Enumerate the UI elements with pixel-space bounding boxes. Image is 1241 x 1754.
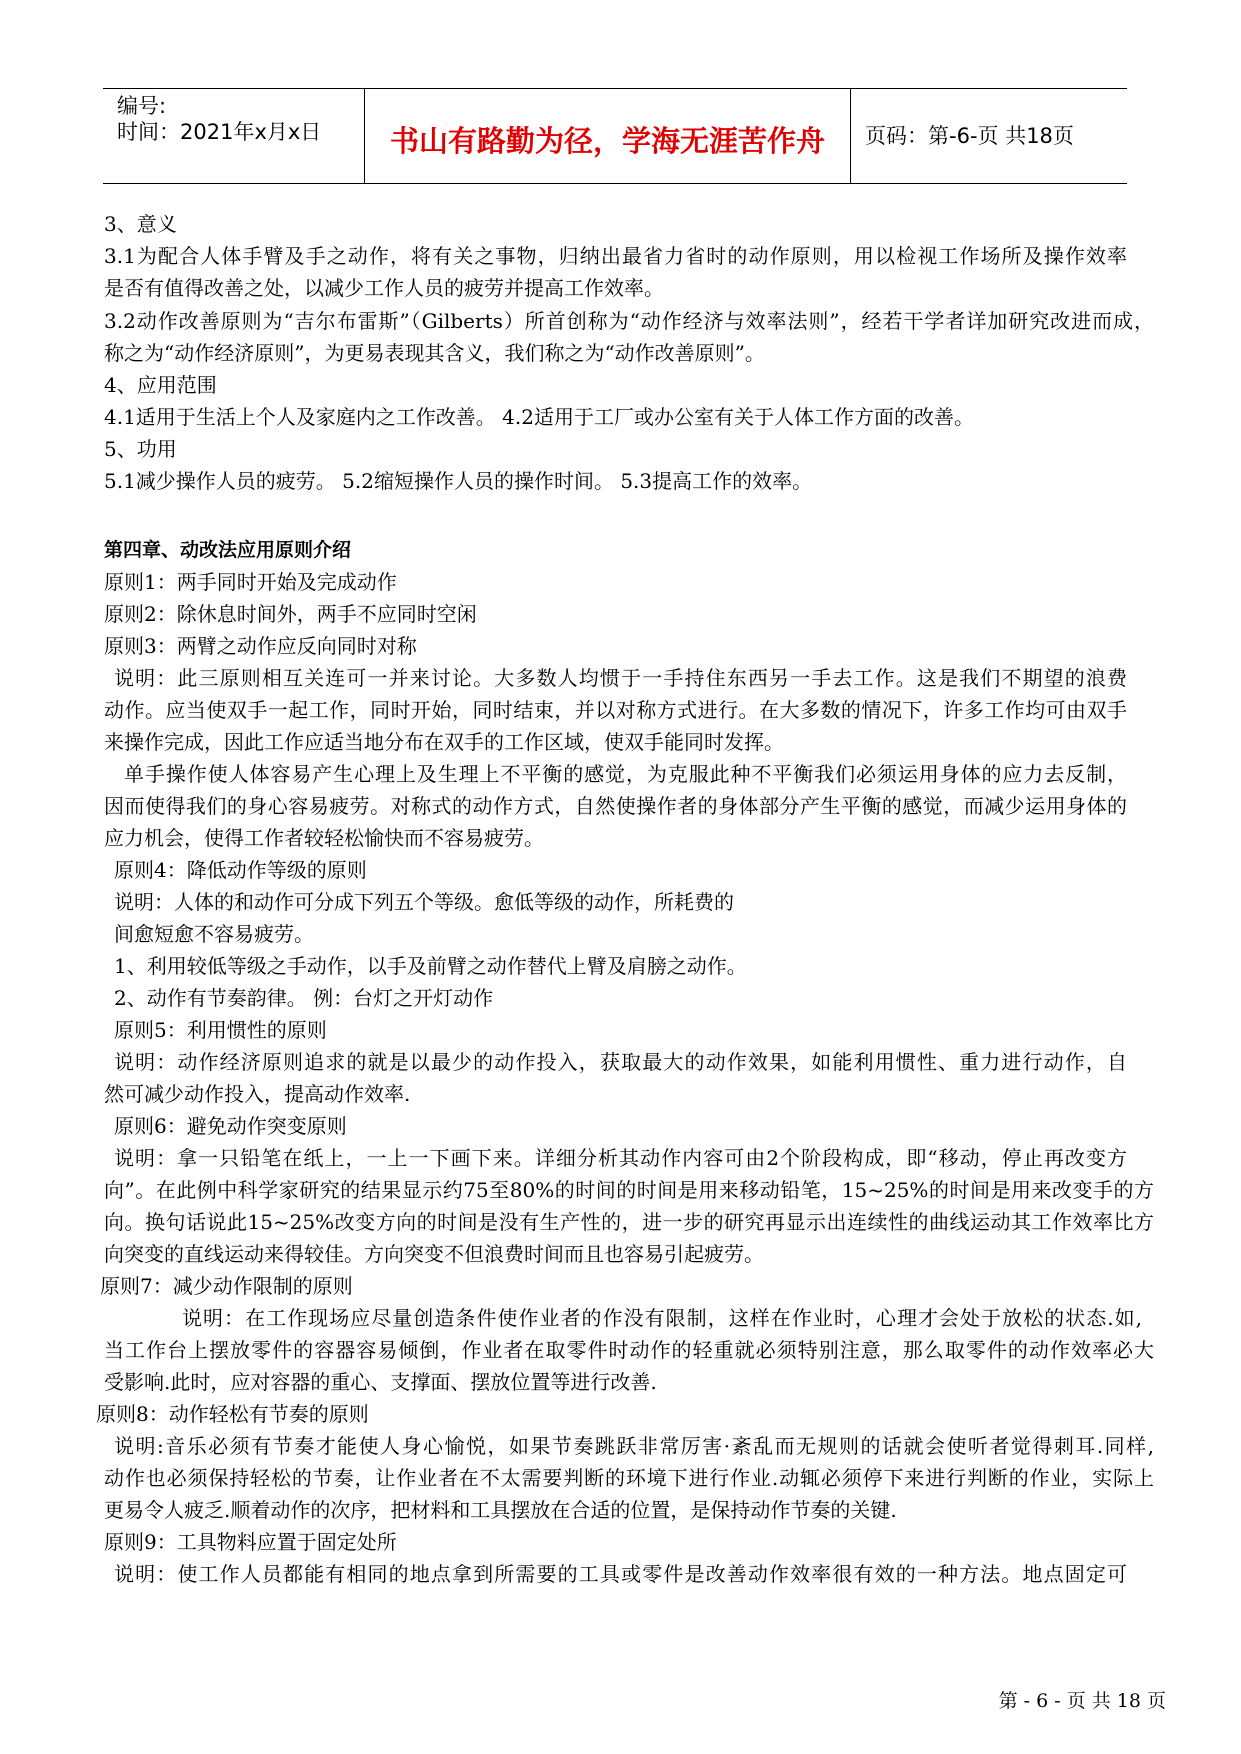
- header-info-cell: [103, 89, 365, 183]
- section-heading: 5、功用: [104, 437, 177, 461]
- paragraph-line: 3.2动作改善原则为“吉尔布雷斯”（Gilberts）所首创称为“动作经济与效率法则”，经若干学者详加研究改进而成，: [104, 309, 1154, 333]
- paragraph-line: 说明：人体的和动作可分成下列五个等级。愈低等级的动作，所耗费的: [114, 890, 734, 914]
- paragraph-line: 间愈短愈不容易疲劳。: [114, 922, 314, 946]
- header-motto-cell: [365, 89, 851, 183]
- paragraph-line: 因而使得我们的身心容易疲劳。对称式的动作方式，自然使操作者的身体部分产生平衡的感觉，而减少运用身体的: [104, 794, 1127, 818]
- paragraph-line: 说明：在工作现场应尽量创造条件使作业者的作没有限制，这样在作业时，心理才会处于放松的状态.如,: [182, 1306, 1142, 1330]
- paragraph-line: 向”。在此例中科学家研究的结果显示约75至80%的时间的时间是用来移动铅笔，15~25%的时间是用来改变手的方: [104, 1178, 1154, 1202]
- principle-title: 原则5：利用惯性的原则: [114, 1018, 327, 1042]
- header-page-cell: [851, 89, 1127, 183]
- paragraph-line: 5.1减少操作人员的疲劳。 5.2缩短操作人员的操作时间。 5.3提高工作的效率。: [104, 469, 813, 493]
- paragraph-line: 说明：拿一只铅笔在纸上，一上一下画下来。详细分析其动作内容可由2个阶段构成，即“移动，停止再改变方: [114, 1146, 1127, 1170]
- principle-title: 原则2：除休息时间外，两手不应同时空闲: [104, 602, 477, 626]
- paragraph-line: 受影响.此时，应对容器的重心、支撑面、摆放位置等进行改善.: [104, 1370, 657, 1394]
- principle-title: 原则4：降低动作等级的原则: [114, 858, 367, 882]
- paragraph-line: 3.1为配合人体手臂及手之动作，将有关之事物，归纳出最省力省时的动作原则，用以检视工作场所及操作效率: [104, 244, 1127, 268]
- principle-title: 原则3：两臂之动作应反向同时对称: [104, 634, 417, 658]
- paragraph-line: 说明:音乐必须有节奏才能使人身心愉悦，如果节奏跳跃非常厉害·紊乱而无规则的话就会使听者觉得刺耳.同样,: [114, 1434, 1154, 1458]
- paragraph-line: 动作。应当使双手一起工作，同时开始，同时结束，并以对称方式进行。在大多数的情况下，许多工作均可由双手: [104, 698, 1127, 722]
- paragraph-line: 向。换句话说此15~25%改变方向的时间是没有生产性的，进一步的研究再显示出连续性的曲线运动其工作效率比方: [104, 1210, 1154, 1234]
- paragraph-line: 单手操作使人体容易产生心理上及生理上不平衡的感觉，为克服此种不平衡我们必须运用身体的应力去反制，: [124, 762, 1127, 786]
- page-footer: 第 - 6 - 页 共 18 页: [998, 1690, 1166, 1712]
- chapter-title: 第四章、动改法应用原则介绍: [104, 539, 352, 561]
- page-label: 页码：第-6-页 共18页: [865, 124, 1074, 148]
- section-heading: 4、应用范围: [104, 373, 217, 397]
- principle-title: 原则7：减少动作限制的原则: [100, 1274, 353, 1298]
- list-item: 1、利用较低等级之手动作，以手及前臂之动作替代上臂及肩膀之动作。: [114, 954, 747, 978]
- time-label: 时间：2021年x月x日: [117, 120, 322, 144]
- motto-text: 书山有路勤为径，学海无涯苦作舟: [389, 124, 825, 158]
- paragraph-line: 更易令人疲乏.顺着动作的次序，把材料和工具摆放在合适的位置，是保持动作节奏的关键.: [104, 1498, 897, 1522]
- paragraph-line: 当工作台上摆放零件的容器容易倾倒，作业者在取零件时动作的轻重就必须特别注意，那么取零件的动作效率必大: [104, 1338, 1154, 1362]
- paragraph-line: 说明：使工作人员都能有相同的地点拿到所需要的工具或零件是改善动作效率很有效的一种方法。地点固定可: [114, 1562, 1127, 1586]
- paragraph-line: 应力机会，使得工作者较轻松愉快而不容易疲劳。: [104, 826, 544, 850]
- list-item: 2、动作有节奏韵律。 例：台灯之开灯动作: [114, 986, 494, 1010]
- number-label: 编号:: [117, 94, 167, 118]
- paragraph-line: 说明：动作经济原则追求的就是以最少的动作投入，获取最大的动作效果，如能利用惯性、重力进行动作，自: [114, 1050, 1127, 1074]
- paragraph-line: 是否有值得改善之处，以减少工作人员的疲劳并提高工作效率。: [104, 276, 664, 300]
- principle-title: 原则8：动作轻松有节奏的原则: [96, 1402, 369, 1426]
- document-header: [103, 88, 1127, 184]
- paragraph-line: 说明：此三原则相互关连可一并来讨论。大多数人均惯于一手持住东西另一手去工作。这是我们不期望的浪费: [114, 666, 1127, 690]
- paragraph-line: 然可减少动作投入，提高动作效率.: [104, 1082, 411, 1106]
- principle-title: 原则6：避免动作突变原则: [114, 1114, 347, 1138]
- paragraph-line: 向突变的直线运动来得较佳。方向突变不但浪费时间而且也容易引起疲劳。: [104, 1242, 764, 1266]
- paragraph-line: 动作也必须保持轻松的节奏，让作业者在不太需要判断的环境下进行作业.动辄必须停下来进行判断的作业，实际上: [104, 1466, 1154, 1490]
- principle-title: 原则1：两手同时开始及完成动作: [104, 570, 397, 594]
- paragraph-line: 来操作完成，因此工作应适当地分布在双手的工作区域，使双手能同时发挥。: [104, 730, 784, 754]
- principle-title: 原则9：工具物料应置于固定处所: [104, 1530, 397, 1554]
- section-heading: 3、意义: [104, 212, 177, 236]
- paragraph-line: 4.1适用于生活上个人及家庭内之工作改善。 4.2适用于工厂或办公室有关于人体工作方面的改善。: [104, 405, 974, 429]
- paragraph-line: 称之为“动作经济原则”，为更易表现其含义，我们称之为“动作改善原则”。: [104, 341, 765, 365]
